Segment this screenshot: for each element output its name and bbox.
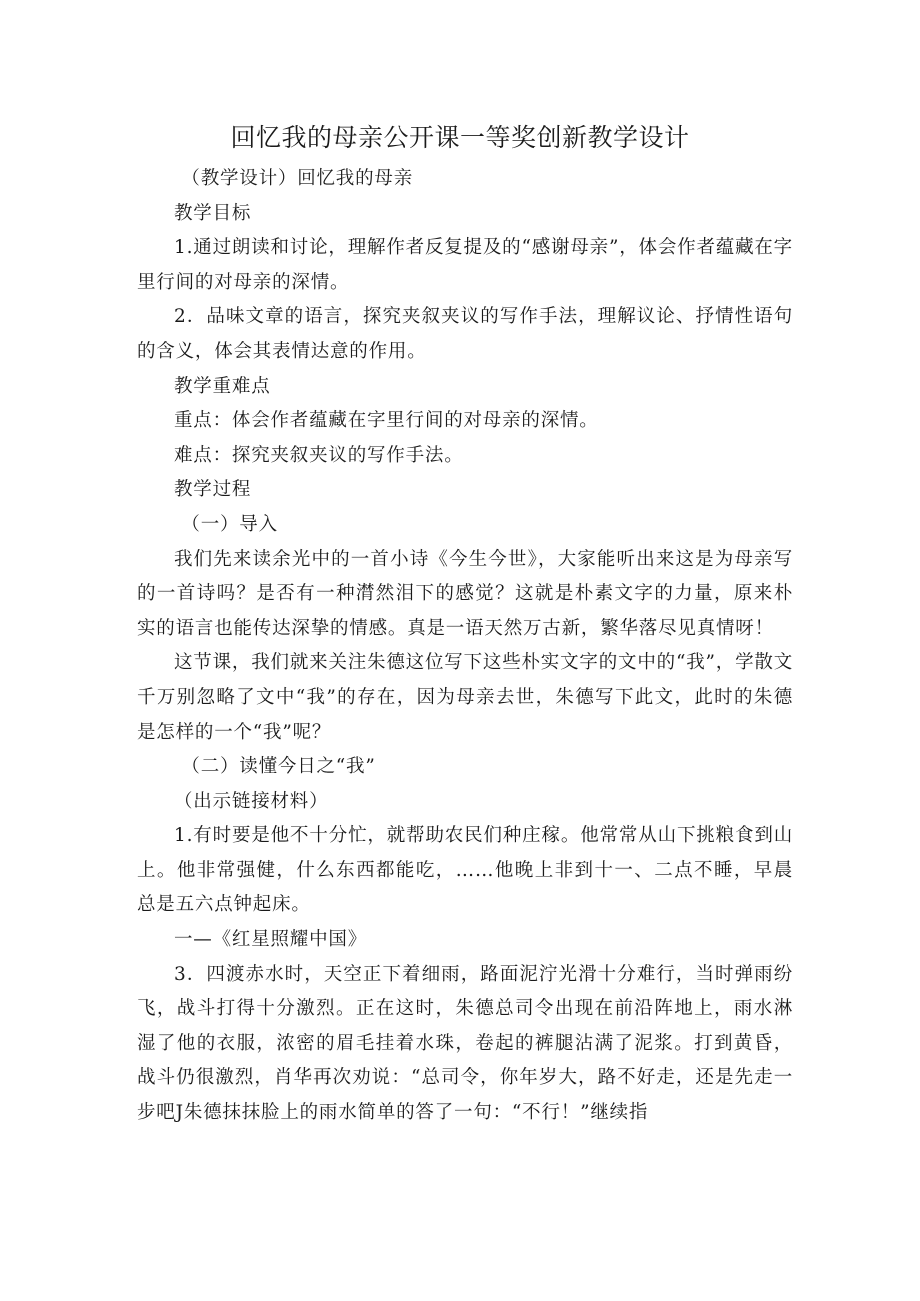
paragraph-material-note: （出示链接材料） — [174, 790, 329, 812]
objective-1: 1.通过朗读和讨论，理解作者反复提及的“感谢母亲”，体会作者蕴藏在字里行间的对母亲的深情。 — [137, 237, 793, 293]
material-item-3: 3．四渡赤水时，天空正下着细雨，路面泥泞光滑十分难行，当时弹雨纷飞，战斗打得十分激烈。正在这时，朱德总司令出现在前沿阵地上，雨水淋湿了他的衣服，浓密的眉毛挂着水珠，卷起的裤腿沾满了泥浆。打到黄昏，战斗仍很激烈，肖华再次劝说：“总司令，你年岁大，路不好走，还是先走一步吧J朱德抹抹脸上的雨水简单的答了一句：“不行！”继续指 — [137, 963, 793, 1124]
section-heading-process: 教学过程 — [174, 479, 252, 501]
paragraph-introduction: 我们先来读余光中的一首小诗《今生今世》，大家能听出来这是为母亲写的一首诗吗？是否有一种潸然泪下的感觉？这就是朴素文字的力量，原来朴实的语言也能传达深挚的情感。真是一语天然万古新，繁华落尽见真情呀！ — [137, 548, 793, 639]
section-heading-objectives: 教学目标 — [174, 202, 252, 224]
document-body — [137, 162, 793, 1131]
key-point: 重点：体会作者蕴藏在字里行间的对母亲的深情。 — [174, 410, 599, 432]
step-heading-introduction: （一）导入 — [181, 513, 278, 535]
step-heading-understand-me: （二）读懂今日之“我” — [181, 756, 376, 778]
difficult-point: 难点：探究夹叙夹议的写作手法。 — [174, 444, 464, 466]
section-heading-key-points: 教学重难点 — [174, 375, 271, 397]
objective-2: 2．品味文章的语言，探究夹叙夹议的写作手法，理解议论、抒情性语句的含义，体会其表情达意的作用。 — [137, 306, 793, 362]
material-source: 一—《红星照耀中国》 — [174, 929, 368, 951]
document-title: 回忆我的母亲公开课一等奖创新教学设计 — [230, 123, 690, 152]
paragraph-subtitle: （教学设计）回忆我的母亲 — [181, 168, 413, 189]
material-item-1: 1.有时要是他不十分忙，就帮助农民们种庄稼。他常常从山下挑粮食到山上。他非常强健，什么东西都能吃，……他晚上非到十一、二点不睡，早晨总是五六点钟起床。 — [137, 825, 793, 916]
paragraph-lesson-focus: 这节课，我们就来关注朱德这位写下这些朴实文字的文中的“我”，学散文千万别忽略了文中“我”的存在，因为母亲去世，朱德写下此文，此时的朱德是怎样的一个“我”呢？ — [137, 652, 793, 743]
